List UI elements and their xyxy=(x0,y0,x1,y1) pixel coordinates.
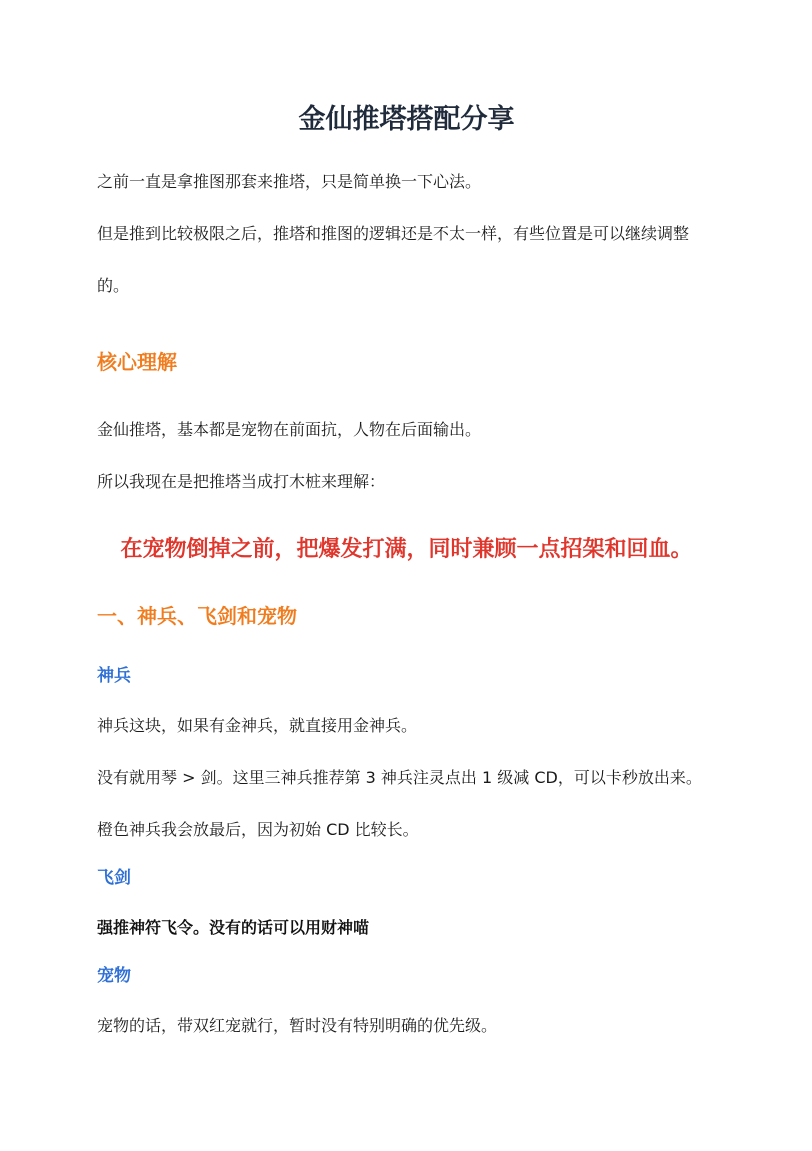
core-highlight: 在宠物倒掉之前，把爆发打满，同时兼顾一点招架和回血。 xyxy=(120,537,693,562)
weapon-paragraph-3: 橙色神兵我会放最后，因为初始 CD 比较长。 xyxy=(97,820,419,839)
intro-paragraph-2: 但是推到比较极限之后，推塔和推图的逻辑还是不太一样，有些位置是可以继续调整的。 xyxy=(97,224,690,295)
weapon-paragraph-1: 神兵这块，如果有金神兵，就直接用金神兵。 xyxy=(97,716,418,735)
sword-paragraph-1: 强推神符飞令。没有的话可以用财神喵 xyxy=(97,918,370,937)
core-paragraph-2: 所以我现在是把推塔当成打木桩来理解： xyxy=(97,472,386,491)
intro-paragraph-1: 之前一直是拿推图那套来推塔，只是简单换一下心法。 xyxy=(97,172,482,191)
section1-heading: 一、神兵、飞剑和宠物 xyxy=(97,604,297,628)
weapon-heading: 神兵 xyxy=(97,666,131,686)
page-title: 金仙推塔搭配分享 xyxy=(298,104,515,135)
core-heading: 核心理解 xyxy=(97,350,177,374)
sword-heading: 飞剑 xyxy=(97,868,131,888)
pet-paragraph-1: 宠物的话，带双红宠就行，暂时没有特别明确的优先级。 xyxy=(97,1016,498,1035)
pet-heading: 宠物 xyxy=(97,966,131,986)
weapon-paragraph-2: 没有就用琴 > 剑。这里三神兵推荐第 3 神兵注灵点出 1 级减 CD，可以卡秒放出来。 xyxy=(97,768,702,787)
core-paragraph-1: 金仙推塔，基本都是宠物在前面抗，人物在后面输出。 xyxy=(97,420,482,439)
